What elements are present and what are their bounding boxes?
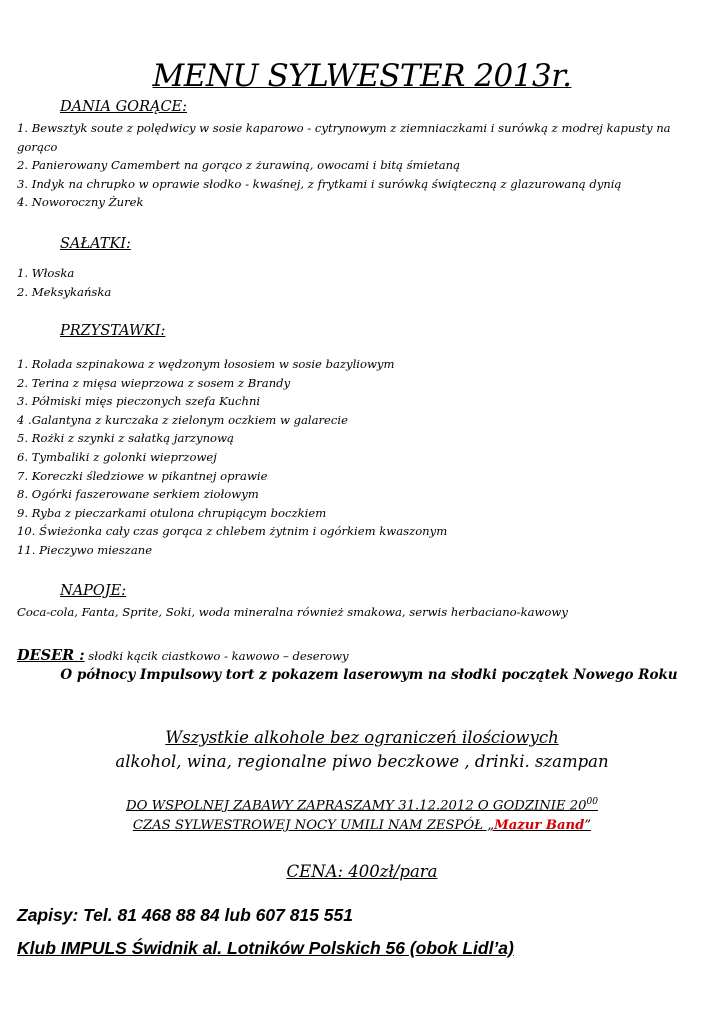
midnight-cake-text: O północy Impulsowy tort z pokazem laserowym na słodki początek Nowego Roku xyxy=(60,667,678,683)
list-item: 5. Rożki z szynki z sałatką jarzynową xyxy=(17,431,234,446)
list-item: 7. Koreczki śledziowe w pikantnej oprawie xyxy=(17,468,268,483)
invitation-date-text: DO WSPOLNEJ ZABAWY ZAPRASZAMY 31.12.2012 O GODZINIE 20 xyxy=(126,798,587,814)
list-przystawki xyxy=(17,355,707,560)
dessert-text: słodki kącik ciastkowo - kawowo – deserowy xyxy=(84,649,349,663)
band-name: Mazur Band xyxy=(494,818,585,833)
list-item: 1. Rolada szpinakowa z wędzonym łososiem w sosie bazyliowym xyxy=(17,357,395,371)
list-item: 2. Panierowany Camembert na gorąco z żurawiną, owocami i bitą śmietaną xyxy=(17,158,461,173)
contact-address: Klub IMPULS Świdnik al. Lotników Polskich 56 (obok Lidl’a) xyxy=(17,938,514,958)
list-item: 8. Ogórki faszerowane serkiem ziołowym xyxy=(17,487,259,502)
list-salatki xyxy=(17,264,707,301)
alcohol-list: alkohol, wina, regionalne piwo beczkowe , drinki. szampan xyxy=(115,752,609,771)
list-item: 2. Meksykańska xyxy=(17,284,112,299)
list-item: 1. Włoska xyxy=(17,266,75,280)
list-item: 6. Tymbaliki z golonki wieprzowej xyxy=(17,449,217,464)
page-title: MENU SYLWESTER 2013r. xyxy=(152,58,572,94)
list-item: 11. Pieczywo mieszane xyxy=(17,542,153,557)
drinks-text: Coca-cola, Fanta, Sprite, Soki, woda mineralna również smakowa, serwis herbaciano-kawowy xyxy=(17,605,568,619)
invitation-band-prefix: CZAS SYLWESTROWEJ NOCY UMILI NAM ZESPÓŁ „ xyxy=(132,818,495,833)
price: CENA: 400zł/para xyxy=(286,862,438,881)
list-item: 4. Noworoczny Żurek xyxy=(17,195,144,210)
list-item: 2. Terina z mięsa wieprzowa z sosem z Brandy xyxy=(17,375,291,390)
contact-phone: Zapisy: Tel. 81 468 88 84 lub 607 815 551 xyxy=(17,905,353,925)
heading-napoje: NAPOJE: xyxy=(60,583,127,599)
list-item: 3. Półmiski mięs pieczonych szefa Kuchni xyxy=(17,394,261,409)
list-item: 1. Bewsztyk soute z polędwicy w sosie kaparowo - cytrynowym z ziemniaczkami i surówką z modrej kapusty na gorąco xyxy=(17,121,671,154)
invitation-line-1 xyxy=(0,797,724,813)
dessert-label: DESER : xyxy=(17,647,85,664)
alcohol-heading: Wszystkie alkohole bez ograniczeń ilościowych xyxy=(165,728,559,747)
list-item: 3. Indyk na chrupko w oprawie słodko - kwaśnej, z frytkami i surówką świąteczną z glazurowaną dynią xyxy=(17,176,622,191)
heading-dania-gorace: DANIA GORĄCE: xyxy=(60,99,188,115)
list-item: 10. Świeżonka cały czas gorąca z chlebem żytnim i ogórkiem kwaszonym xyxy=(17,524,448,539)
invitation-time-minutes: 00 xyxy=(586,797,598,807)
heading-salatki: SAŁATKI: xyxy=(60,236,131,252)
heading-przystawki: PRZYSTAWKI: xyxy=(60,323,166,339)
list-item: 9. Ryba z pieczarkami otulona chrupiącym boczkiem xyxy=(17,505,327,520)
list-item: 4 .Galantyna z kurczaka z zielonym oczkiem w galarecie xyxy=(17,412,348,427)
list-dania-gorace xyxy=(17,119,707,212)
invitation-line-2 xyxy=(0,818,724,833)
dessert-line xyxy=(17,647,349,664)
invitation-band-suffix: ” xyxy=(584,818,592,833)
